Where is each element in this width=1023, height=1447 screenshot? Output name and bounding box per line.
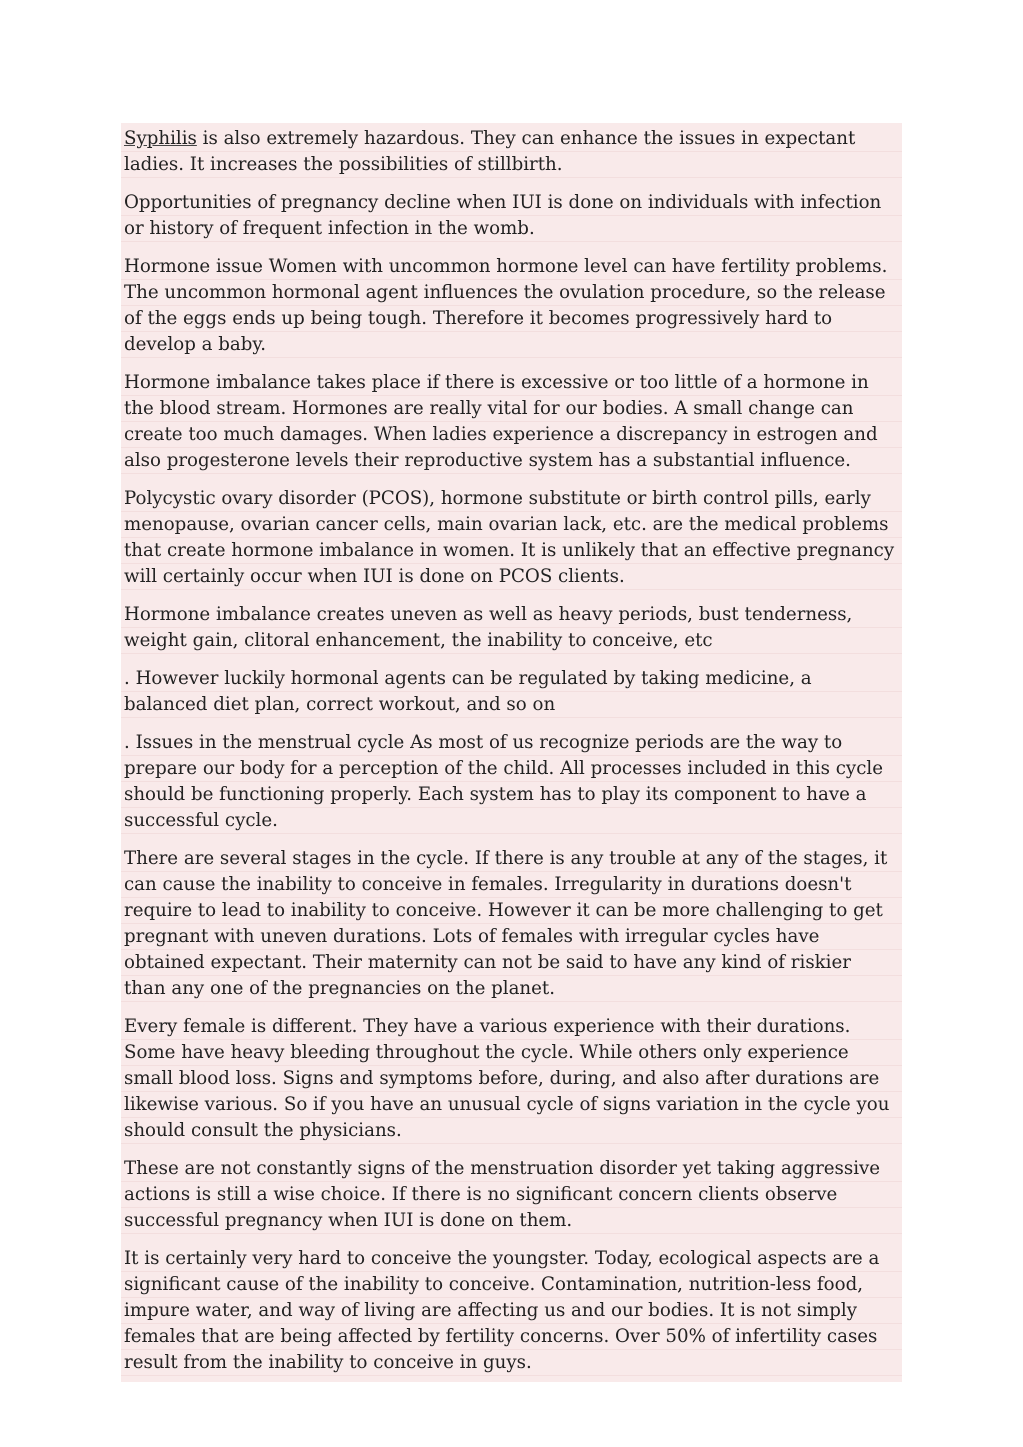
paragraph-conceive: It is certainly very hard to conceive the youngster. Today, ecological aspects are a significant cause of the inability to conceive. Contamination, nutrition-less food, impure water, and way of living are affecting us and our bodies. It is not simply females that are being affected by fertility concerns. Over 50% of infertility cases result from the inability to conceive in guys. [121,1246,902,1376]
paragraph-infection: Opportunities of pregnancy decline when IUI is done on individuals with infection or history of frequent infection in the womb. [121,190,902,242]
syphilis-link[interactable]: Syphilis [124,128,197,149]
paragraph-hormone-issue: Hormone issue Women with uncommon hormone level can have fertility problems. The uncommon hormonal agent influences the ovulation procedure, so the release of the eggs ends up being tough. Therefore it becomes progressively hard to develop a baby. [121,254,902,358]
paragraph-every-female: Every female is different. They have a various experience with their durations. Some have heavy bleeding throughout the cycle. While others only experience small blood loss. Signs and symptoms before, during, and also after durations are likewise various. So if you have an unusual cycle of signs variation in the cycle you should consult the physicians. [121,1014,902,1144]
paragraph-regulation: . However luckily hormonal agents can be regulated by taking medicine, a balanced diet plan, correct workout, and so on [121,666,902,718]
paragraph-imbalance-symptoms: Hormone imbalance creates uneven as well as heavy periods, bust tenderness, weight gain, clitoral enhancement, the inability to conceive, etc [121,602,902,654]
paragraph-menstrual-cycle: . Issues in the menstrual cycle As most of us recognize periods are the way to prepare our body for a perception of the child. All processes included in this cycle should be functioning properly. Each system has to play its component to have a successful cycle. [121,730,902,834]
paragraph-text: is also extremely hazardous. They can enhance the issues in expectant ladies. It increases the possibilities of stillbirth. [124,128,856,175]
document-body [121,123,902,1382]
paragraph-pcos: Polycystic ovary disorder (PCOS), hormone substitute or birth control pills, early menopause, ovarian cancer cells, main ovarian lack, etc. are the medical problems that create hormone imbalance in women. It is unlikely that an effective pregnancy will certainly occur when IUI is done on PCOS clients. [121,486,902,590]
paragraph-signs: These are not constantly signs of the menstruation disorder yet taking aggressive actions is still a wise choice. If there is no significant concern clients observe successful pregnancy when IUI is done on them. [121,1156,902,1234]
paragraph-cycle-stages: There are several stages in the cycle. If there is any trouble at any of the stages, it can cause the inability to conceive in females. Irregularity in durations doesn't require to lead to inability to conceive. However it can be more challenging to get pregnant with uneven durations. Lots of females with irregular cycles have obtained expectant. Their maternity can not be said to have any kind of riskier than any one of the pregnancies on the planet. [121,846,902,1002]
paragraph-syphilis [121,126,902,178]
paragraph-hormone-imbalance: Hormone imbalance takes place if there is excessive or too little of a hormone in the blood stream. Hormones are really vital for our bodies. A small change can create too much damages. When ladies experience a discrepancy in estrogen and also progesterone levels their reproductive system has a substantial influence. [121,370,902,474]
